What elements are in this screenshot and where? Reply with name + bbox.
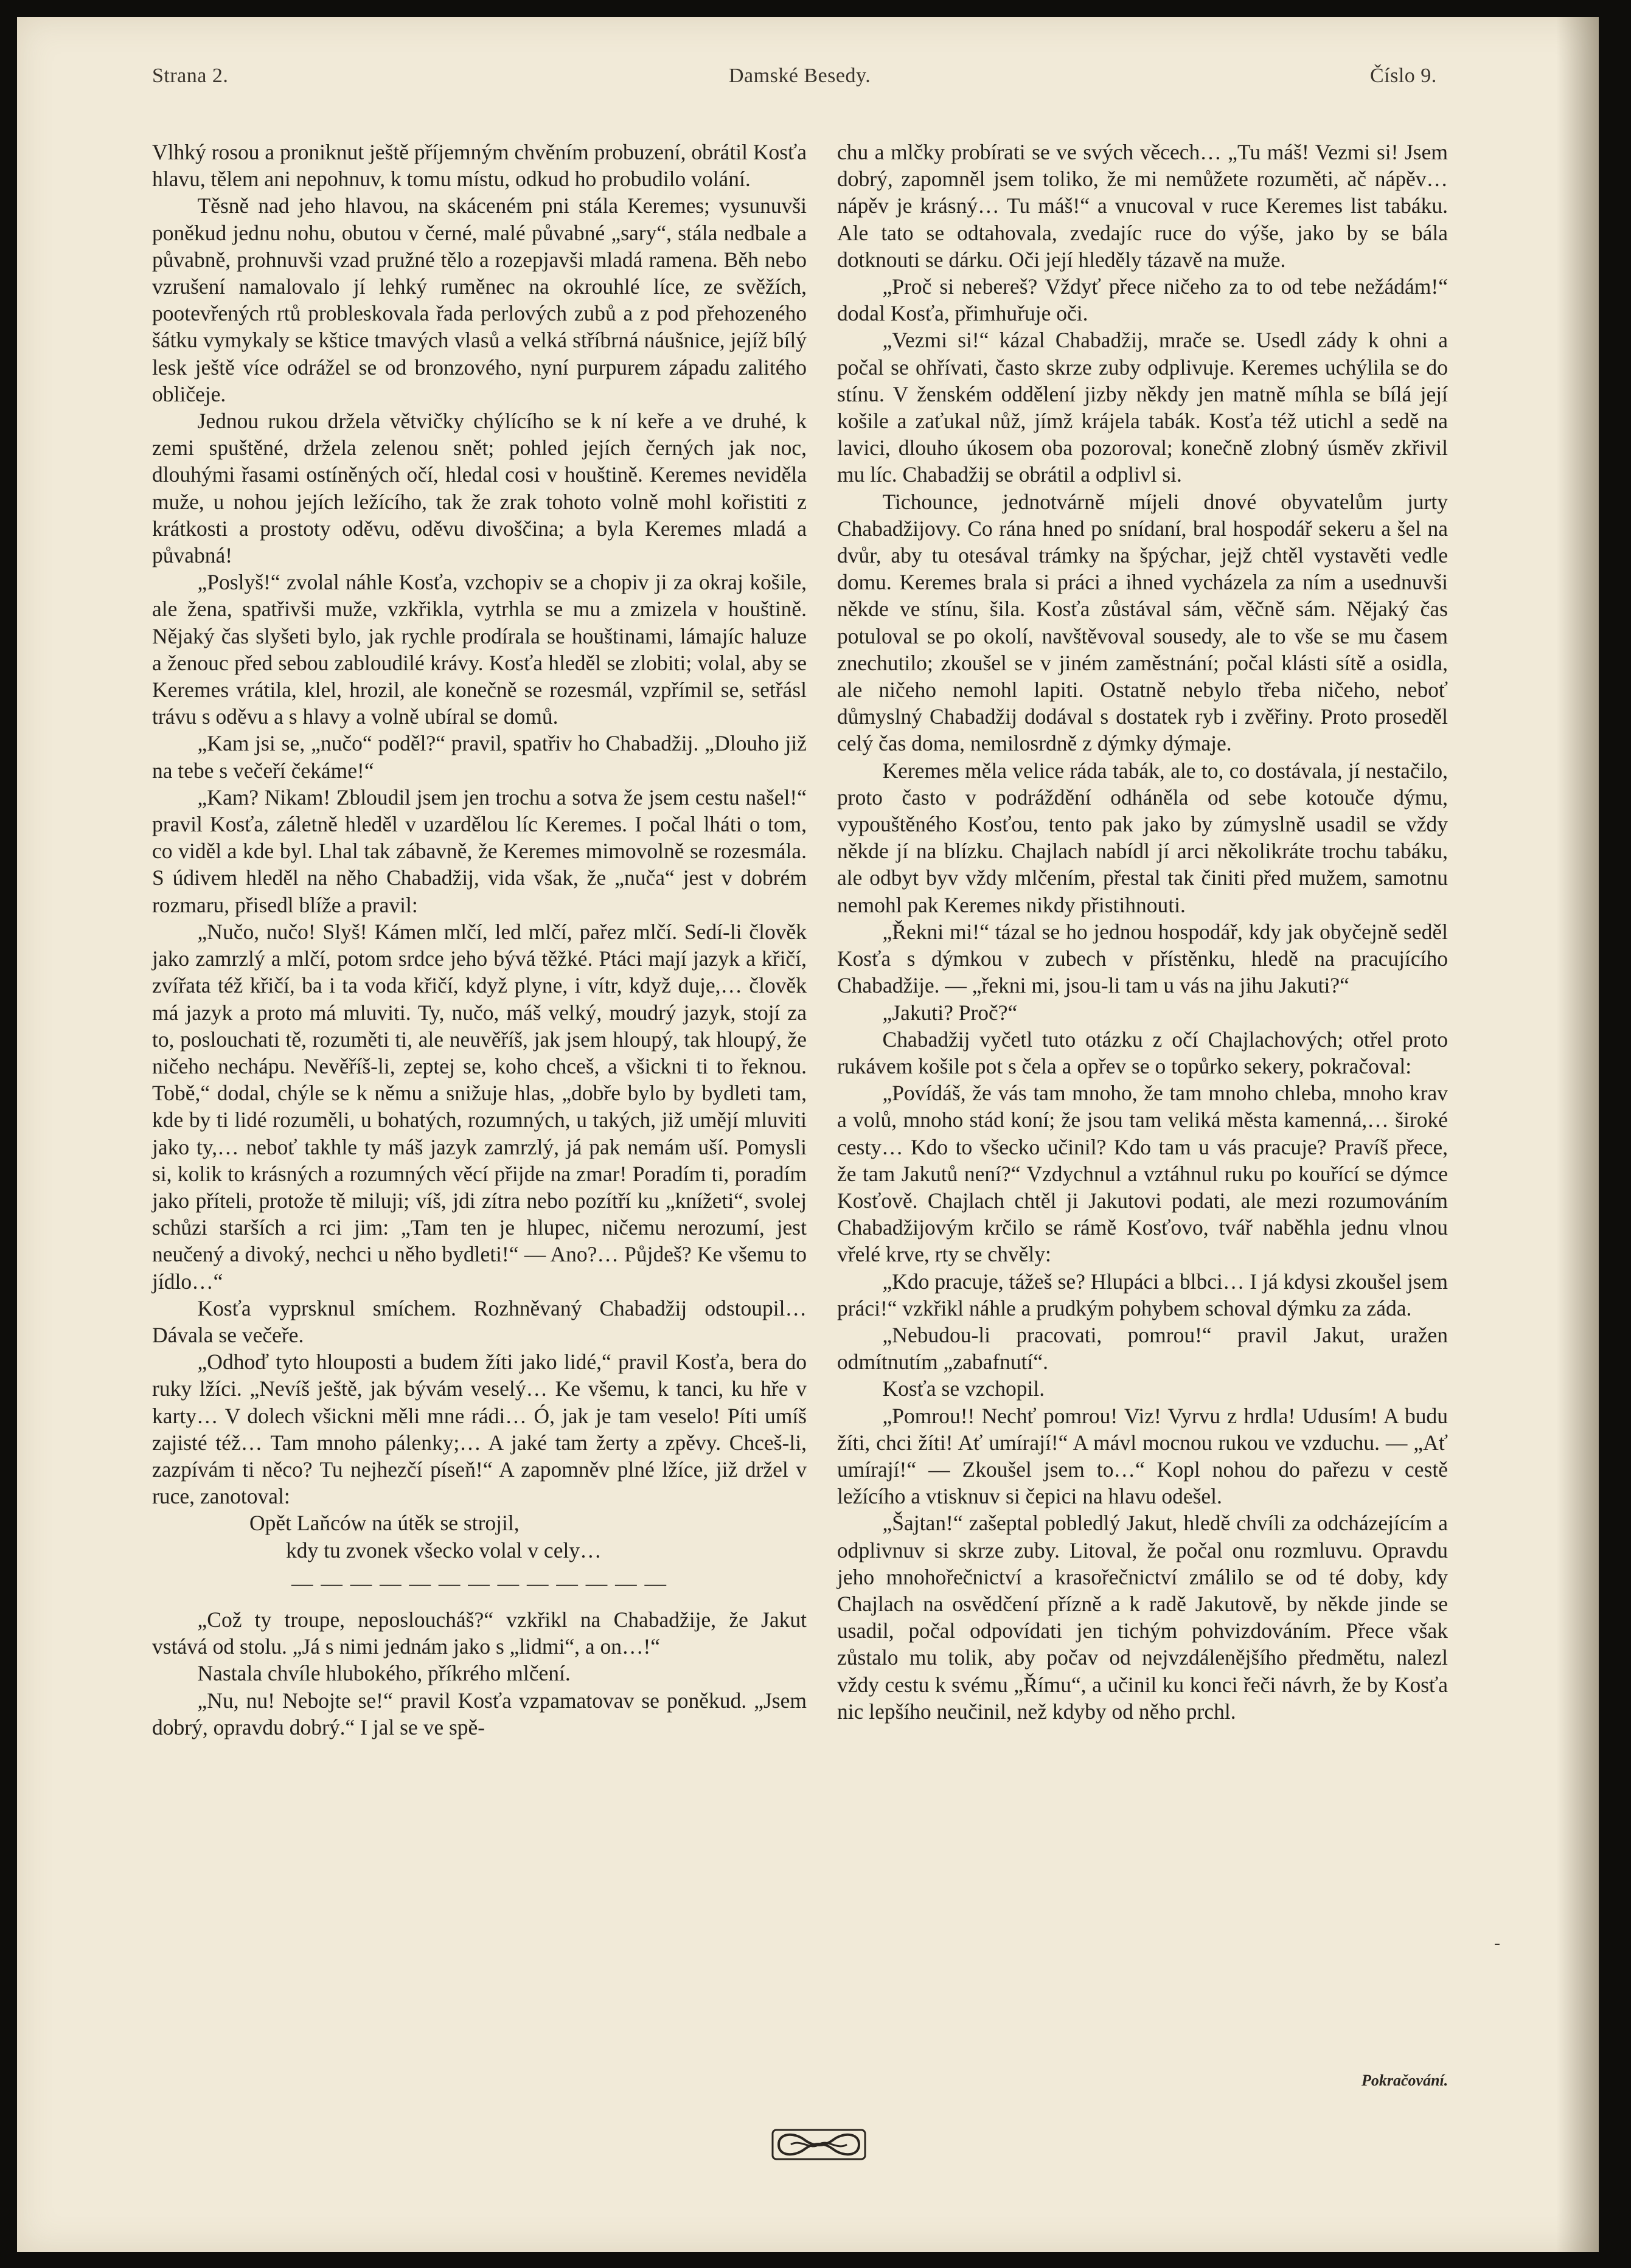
running-header xyxy=(17,64,1599,99)
left-column xyxy=(152,139,807,2115)
paragraph: „Poslyš!“ zvolal náhle Kosťa, vzchopiv se a chopiv ji za okraj košile, ale žena, spatřivši muže, vzkřikla, vytrhla se mu a zmizela v houštině. Nějaký čas slyšeti bylo, jak rychle prodírala se houštinami, lámajíc haluze a ženouc před sebou zabloudilé krávy. Kosťa hleděl se zlobiti; volal, aby se Keremes vrátila, klel, hrozil, ale konečně se rozesmál, vzpřímil se, setřásl trávu s oděvu a s hlavy a volně ubíral se domů. xyxy=(152,570,807,729)
paragraph: „Kdo pracuje, tážeš se? Hlupáci a blbci… I já kdysi zkoušel jsem práci!“ vzkřikl náhle a prudkým pohybem schoval dýmku za záda. xyxy=(837,1269,1448,1320)
paragraph: „Nebudou-li pracovati, pomrou!“ pravil Jakut, uražen odmítnutím „zabafnutí“. xyxy=(837,1322,1448,1375)
paragraph: Kosťa se vzchopil. xyxy=(882,1376,1045,1401)
continued-label: Pokračování. xyxy=(1361,2072,1448,2089)
song-verse xyxy=(152,1510,807,1563)
paragraph: Jednou rukou držela větvičky chýlícího se k ní keře a ve druhé, k zemi spuštěné, držela zelenou snět; pohled jejích černých jak noc, dlouhými řasami ostíněných očí, hledal cosi v houštině. Keremes neviděla muže, u nohou jejích ležícího, tak že zrak tohoto volně mohl kořistiti z krátkosti a prostoty oděvu, oděvu divoščina; a byla Keremes mladá a půvabná! xyxy=(152,409,807,568)
issue-number: Číslo 9. xyxy=(1370,64,1437,87)
paragraph: „Nučo, nučo! Slyš! Kámen mlčí, led mlčí, pařez mlčí. Sedí-li člověk jako zamrzlý a mlčí, potom srdce jeho bývá těžké. Ptáci mají jazyk a křičí, zvířata též křičí, ba i ta voda křičí, když plyne, i vítr, když duje,… člověk má jazyk a proto má mluviti. Ty, nučo, máš velký, moudrý jazyk, stojí za to, poslouchati tě, rozuměti ti, ale neuvěříš, jak jsem hloupý, tak hloupý, že ničeho nechápu. Nevěříš-li, zeptej se, koho chceš, a všickni ti to řeknou. Tobě,“ dodal, chýle se k němu a snižuje hlas, „dobře bylo by bydleti tam, kde by ti lidé rozuměli, u bohatých, rozumných, u takých, již umějí mluviti jako ty,… neboť takhle ty máš jazyk zamrzlý, já pak nemám uší. Pomysli si, kolik to krásných a rozumných věcí přijde na zmar! Poradím ti, poradím jako příteli, protože tě miluji; víš, jdi zítra nebo pozítří ku „knížeti“, svolej schůzi starších a rci jim: „Tam ten je hlupec, ničemu nerozumí, jest neučený a divoký, nechci u něho bydleti!“ — Ano?… Půjdeš? Ke všemu to jídlo…“ xyxy=(152,919,807,1294)
verse-line: Opět Laňców na útěk se strojil, xyxy=(249,1511,520,1536)
margin-mark: - xyxy=(1494,1933,1500,1953)
right-column xyxy=(837,139,1448,2115)
verse-line: kdy tu zvonek všecko volal v cely… xyxy=(286,1538,602,1562)
paragraph: Vlhký rosou a proniknut ještě příjemným chvěním probuzení, obrátil Kosťa hlavu, tělem ani nepohnuv, k tomu místu, odkud ho probudilo volání. xyxy=(152,140,807,192)
paragraph: Nastala chvíle hlubokého, příkrého mlčení. xyxy=(197,1661,571,1686)
section-separator: — — — — — — — — — — — — — xyxy=(291,1570,667,1595)
paragraph: Těsně nad jeho hlavou, na skáceném pni stála Keremes; vysunuvši poněkud jednu nohu, obutou v černé, malé půvabné „sary“, stála nedbale a půvabně, prohnuvši vzad pružné tělo a rozepjavši mladá ramena. Běh nebo vzrušení namalovalo jí lehký ruměnec na okrouhlé líce, ze svěžích, pootevřených rtů probleskovala řada perlových zubů a z pod přehozeného šátku vymykaly se kštice tmavých vlasů a velká stříbrná náušnice, jejíž bílý lesk ještě více odrážel se od bronzového, nyní purpurem západu zalitého obličeje. xyxy=(152,193,807,406)
paragraph: chu a mlčky probírati se ve svých věcech… „Tu máš! Vezmi si! Jsem dobrý, zapomněl jsem toliko, že mi nemůžete rozuměti, ač nápěv… nápěv je krásný… Tu máš!“ a vnucoval v ruce Keremes list tabáku. Ale tato se odtahovala, zvedajíc ruce do výše, jako by se bála dotknouti se dárku. Oči její hleděly tázavě na muže. xyxy=(837,140,1448,272)
paragraph: „Proč si nebereš? Vždyť přece ničeho za to od tebe nežádám!“ dodal Kosťa, přimhuřuje oči. xyxy=(837,274,1448,326)
paragraph: „Vezmi si!“ kázal Chabadžij, mrače se. Usedl zády k ohni a počal se ohřívati, často skrze zuby odplivuje. Keremes uchýlila se do stínu. V ženském oddělení jizby někdy jen matně míhla se bílá její košile a zaťukal nůž, jímž krájela tabák. Kosťa též utichl a sedě na lavici, dlouho úkosem oba pozoroval; konečně zlobný úsměv zkřivil mu líc. Chabadžij se obrátil a odplivl si. xyxy=(837,328,1448,487)
paragraph: „Šajtan!“ zašeptal pobledlý Jakut, hledě chvíli za odcházejícím a odplivnuv si skrze zuby. Litoval, že počal onu rozmluvu. Opravdu jeho mnohořečnictví a krasořečnictví zmálilo se od té doby, kdy Chajlach na osvědčení přízně a k radě Jakutově, by někde jinde se usadil, počal odpovídati jen tichým pohvizdováním. Přece však zůstalo mu tolik, aby počav od nejvzdálenějšího předmětu, nalezl vždy cestu k svému „Římu“, a učinil ku konci řeči návrh, že by Kosťa nic lepšího neučinil, než kdyby od něho prchl. xyxy=(837,1511,1448,1724)
paragraph: Tichounce, jednotvárně míjeli dnové obyvatelům jurty Chabadžijovy. Co rána hned po snídaní, bral hospodář sekeru a šel na dvůr, aby tu otesával trámky na špýchar, jejž chtěl vystavěti vedle domu. Keremes brala si práci a ihned vycházela za ním a usednuvši někde ve stínu, šila. Kosťa zůstával sám, věčně sám. Nějaký čas potuloval se po okolí, navštěvoval sousedy, ale to vše se mu časem znechutilo; zkoušel se v jiném zaměstnání; počal klásti sítě a osidla, ale ničeho nemohl lapiti. Ostatně nebylo třeba ničeho, neboť důmyslný Chabadžij dodával s dostatek ryb i zvěřiny. Proto proseděl celý čas doma, nemilosrdně z dýmky dýmaje. xyxy=(837,489,1448,756)
page-number-label: Strana 2. xyxy=(152,64,229,87)
paragraph: „Jakuti? Proč?“ xyxy=(882,1000,1018,1025)
paragraph: Chabadžij vyčetl tuto otázku z očí Chajlachových; otřel proto rukávem košile pot s čela a opřev se o topůrko sekery, pokračoval: xyxy=(837,1027,1448,1078)
paragraph: Keremes měla velice ráda tabák, ale to, co dostávala, jí nestačilo, proto často v podráždění odháněla od sebe kotouče dýmu, vypouštěného Kosťou, tento pak jako by zúmyslně usadil se vždy někde jí na blízku. Chajlach nabídl jí arci několikráte trochu tabáku, ale odbyt byv vždy mlčením, přestal tak činiti před mužem, samotnu nemohl pak Keremes nikdy přistihnouti. xyxy=(837,758,1448,917)
paragraph: „Kam jsi se, „nučo“ poděl?“ pravil, spatřiv ho Chabadžij. „Dlouho již na tebe s večeří čekáme!“ xyxy=(152,731,807,783)
magazine-page xyxy=(17,17,1599,2252)
paragraph: „Řekni mi!“ tázal se ho jednou hospodář, kdy jak obyčejně seděl Kosťa s dýmkou v zubech v přístěnku, hledě na pracujícího Chabadžije. — „řekni mi, jsou-li tam u vás na jihu Jakuti?“ xyxy=(837,919,1448,998)
paragraph: „Což ty troupe, neposloucháš?“ vzkřikl na Chabadžije, že Jakut vstává od stolu. „Já s nimi jednám jako s „lidmi“, a on…!“ xyxy=(152,1607,807,1659)
paragraph: „Povídáš, že vás tam mnoho, že tam mnoho chleba, mnoho krav a volů, mnoho stád koní; že jsou tam veliká města kamenná,… široké cesty… Kdo to všecko učinil? Kdo tam u vás pracuje? Pravíš přece, že tam Jakutů není?“ Vzdychnul a vztáhnul ruku po kouřící se dýmce Kosťově. Chajlach chtěl ji Jakutovi podati, ale mezi rozumováním Chabadžijovým krčilo se rámě Kosťovo, tvář naběhla jednu vlnou vřelé krve, rty se chvěly: xyxy=(837,1081,1448,1267)
paragraph: „Nu, nu! Nebojte se!“ pravil Kosťa vzpamatovav se poněkud. „Jsem dobrý, opravdu dobrý.“ I jal se ve spě- xyxy=(152,1688,807,1739)
paragraph: „Pomrou!! Nechť pomrou! Viz! Vyrvu z hrdla! Udusím! A budu žíti, chci žíti! Ať umírají!“ A mávl mocnou rukou ve vzduchu. — „Ať umírají!“ — Zkoušel jsem to…“ Kopl nohou do pařezu v cestě ležícího a vtisknuv si čepici na hlavu odešel. xyxy=(837,1403,1448,1509)
page-edge-shadow xyxy=(1556,17,1599,2252)
paragraph: Kosťa vyprsknul smíchem. Rozhněvaný Chabadžij odstoupil… Dávala se večeře. xyxy=(152,1295,807,1347)
magazine-title: Damské Besedy. xyxy=(729,64,871,87)
paragraph: „Odhoď tyto hlouposti a budem žíti jako lidé,“ pravil Kosťa, bera do ruky lžíci. „Nevíš ještě, jak bývám veselý… Ke všemu, k tanci, ku hře v karty… V dolech všickni měli mne rádi… Ó, jak je tam veselo! Píti umíš zajisté též… Tam mnoho pálenky;… A jaké tam žerty a zpěvy. Chceš-li, zazpívám ti něco? Tu nejhezčí píseň!“ A zapomněv plné lžíce, již držel v ruce, zanotoval: xyxy=(152,1350,807,1509)
paragraph: „Kam? Nikam! Zbloudil jsem jen trochu a sotva že jsem cestu našel!“ pravil Kosťa, záletně hleděl v uzardělou líc Keremes. I počal lháti o tom, co viděl a kde byl. Lhal tak zábavně, že Keremes mimovolně se rozesmála. S údivem hleděl na něho Chabadžij, vida však, že „nuča“ jest v dobrém rozmaru, přisedl blíže a pravil: xyxy=(152,785,807,917)
folio-ornament-icon xyxy=(770,2128,868,2162)
